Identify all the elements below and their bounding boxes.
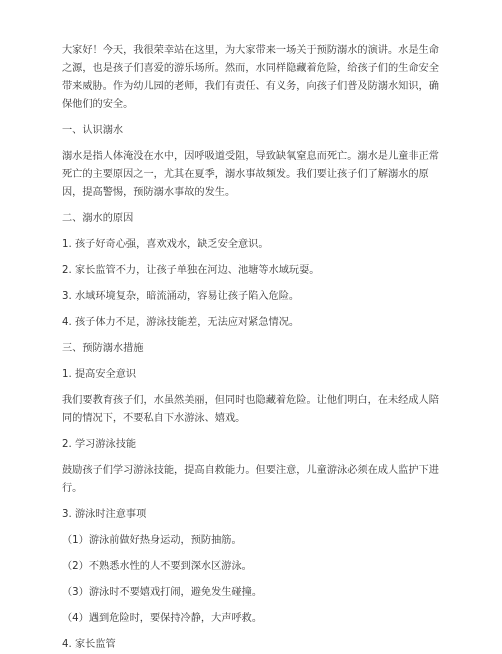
- intro-paragraph: 大家好！今天，我很荣幸站在这里，为大家带来一场关于预防溺水的演讲。水是生命之源，也是孩子们喜爱的游乐场所。然而，水同样隐藏着危险，给孩子们的生命安全带来威胁。作为幼儿园的老师，我们有责任、有义务，向孩子们普及防溺水知识，确保他们的安全。: [62, 45, 439, 110]
- cause-item-3: 3. 水域环境复杂，暗流涌动，容易让孩子陷入危险。: [62, 291, 300, 302]
- measure-heading-4: 4. 家长监管: [62, 639, 116, 650]
- measure-heading-1: 1. 提高安全意识: [62, 369, 137, 380]
- section-heading-3: 三、预防溺水措施: [62, 343, 144, 354]
- swim-tip-4: （4）遇到危险时，要保持冷静，大声呼救。: [62, 613, 263, 624]
- measure-heading-2: 2. 学习游泳技能: [62, 439, 137, 450]
- cause-item-2: 2. 家长监管不力，让孩子单独在河边、池塘等水域玩耍。: [62, 265, 320, 276]
- measure-1-paragraph: 我们要教育孩子们，水虽然美丽，但同时也隐藏着危险。让他们明白，在未经成人陪同的情况下，不要私自下水游泳、嬉戏。: [62, 395, 439, 424]
- section-heading-2: 二、溺水的原因: [62, 213, 134, 224]
- cause-item-1: 1. 孩子好奇心强，喜欢戏水，缺乏安全意识。: [62, 239, 269, 250]
- cause-item-4: 4. 孩子体力不足，游泳技能差，无法应对紧急情况。: [62, 317, 300, 328]
- section-1-paragraph: 溺水是指人体淹没在水中，因呼吸道受阻，导致缺氧窒息而死亡。溺水是儿童非正常死亡的主要原因之一，尤其在夏季，溺水事故频发。我们要让孩子们了解溺水的原因，提高警惕，预防溺水事故的发生。: [62, 151, 439, 198]
- document-page: [62, 42, 442, 654]
- measure-heading-3: 3. 游泳时注意事项: [62, 509, 147, 520]
- swim-tip-3: （3）游泳时不要嬉戏打闹，避免发生碰撞。: [62, 587, 263, 598]
- swim-tip-1: （1）游泳前做好热身运动，预防抽筋。: [62, 535, 242, 546]
- measure-2-paragraph: 鼓励孩子们学习游泳技能，提高自救能力。但要注意，儿童游泳必须在成人监护下进行。: [62, 465, 439, 494]
- swim-tip-2: （2）不熟悉水性的人不要到深水区游泳。: [62, 561, 252, 572]
- section-heading-1: 一、认识溺水: [62, 125, 124, 136]
